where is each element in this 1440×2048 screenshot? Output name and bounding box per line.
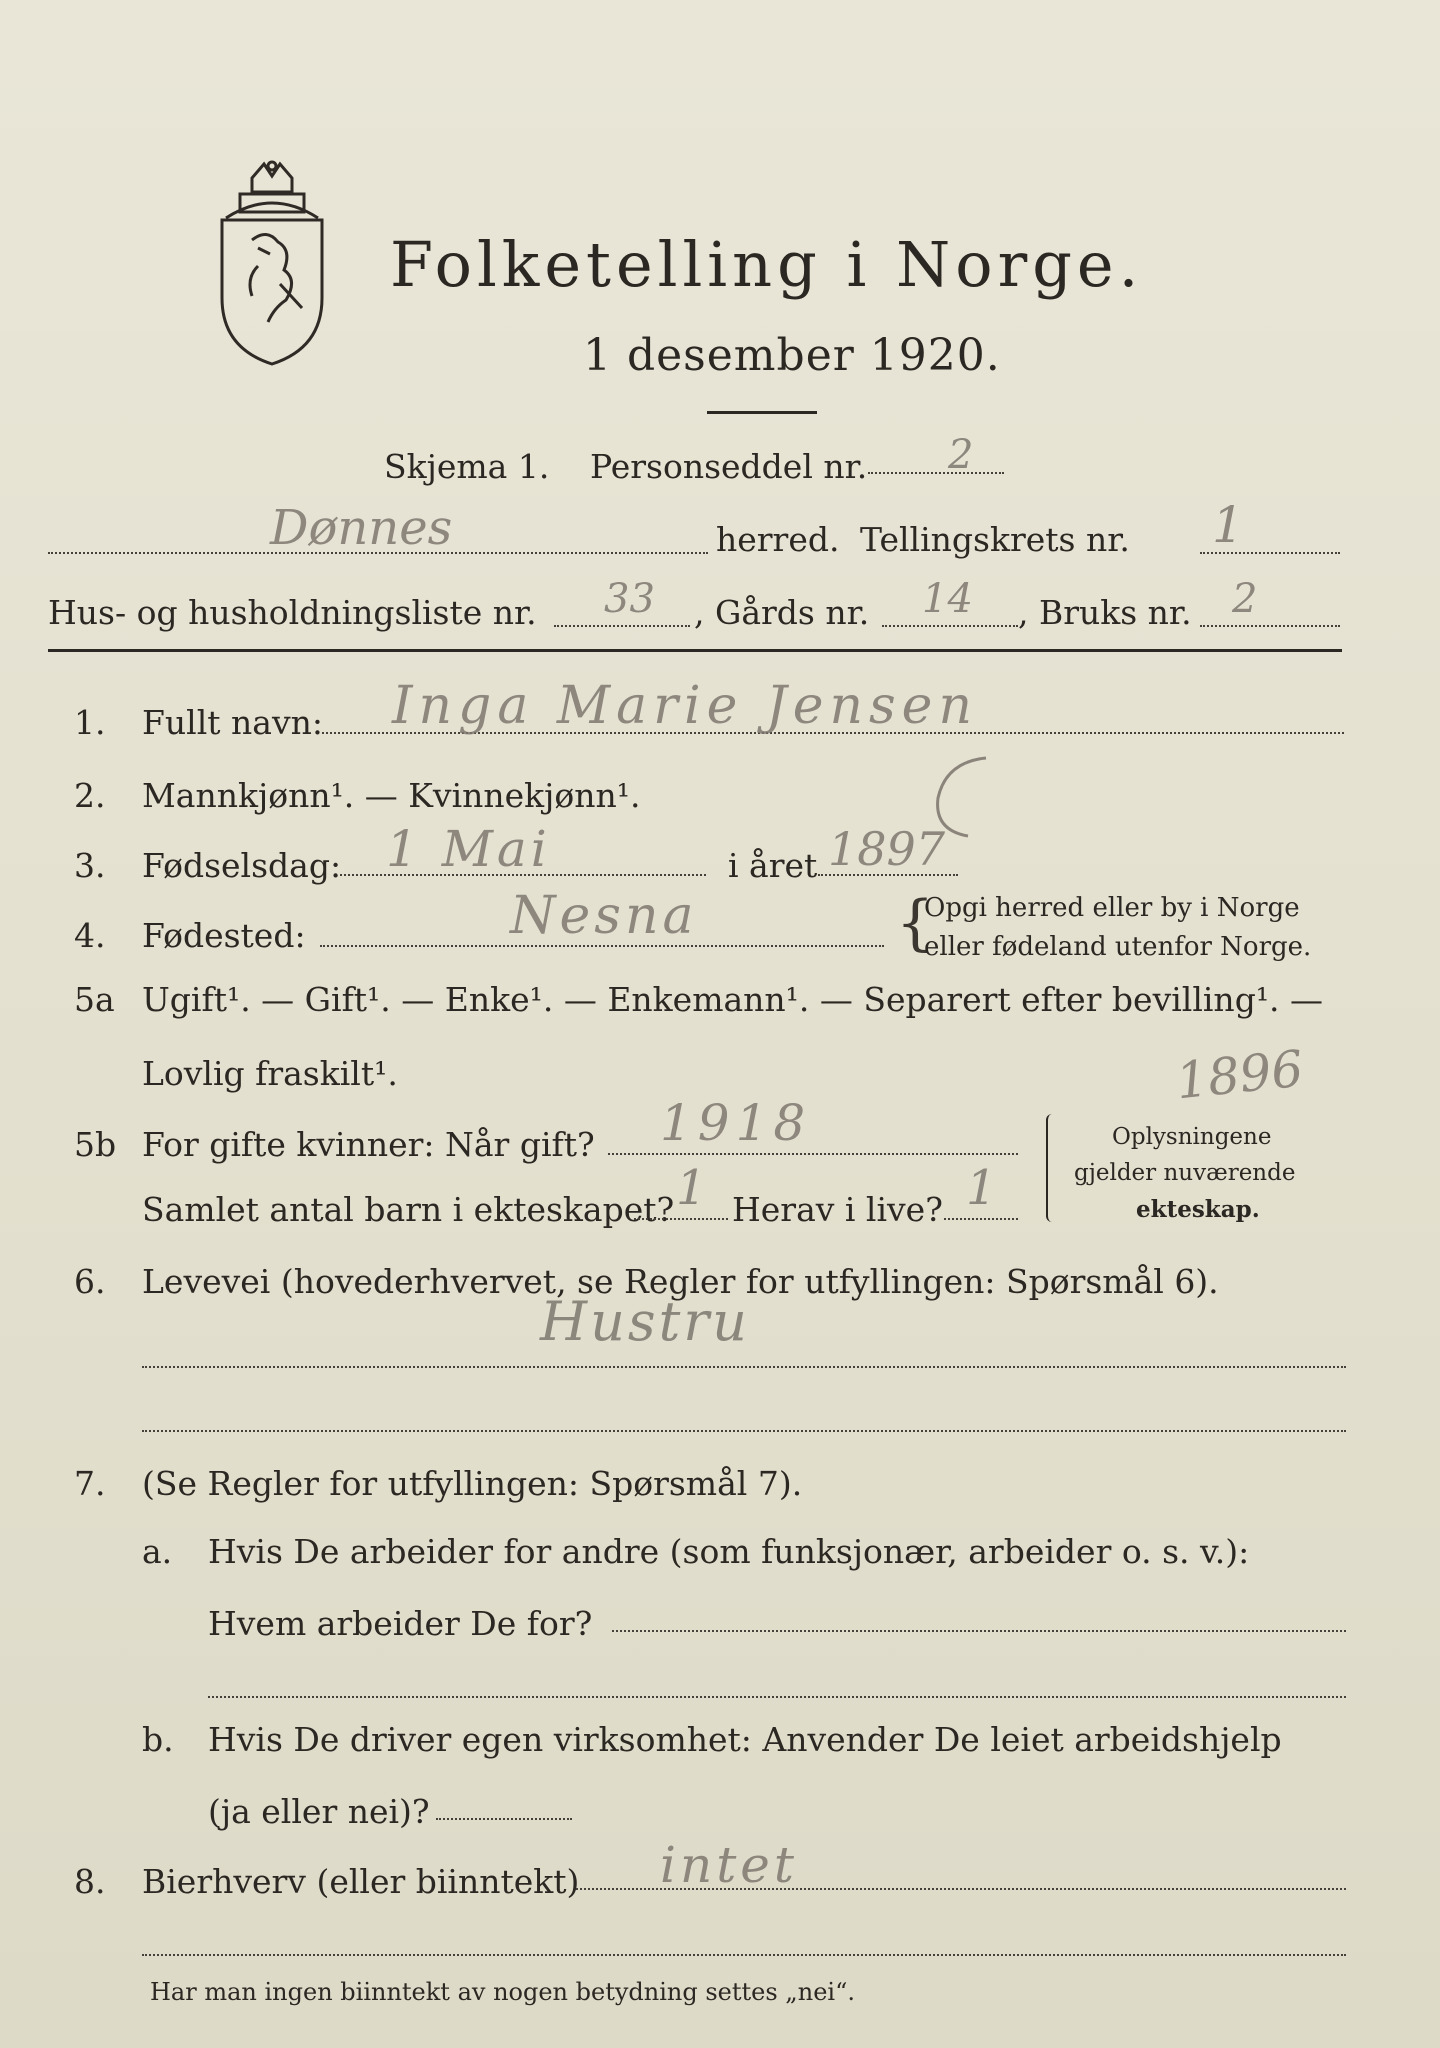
gards-value[interactable]: 14 [922,576,973,622]
q4-note-line1: Opgi herred eller by i Norge [924,893,1300,923]
q4-number: 4. [74,916,106,955]
q5a-number: 5a [74,980,115,1019]
q8-side-income-value[interactable]: intet [660,1836,798,1894]
q7a-line1: Hvis De arbeider for andre (som funksjonær, arbeider o. s. v.): [208,1532,1250,1571]
q5b-children-value[interactable]: 1 [676,1160,707,1216]
q5b-note-line1: Oplysningene [1112,1124,1272,1150]
q7a-field-line-2 [208,1696,1346,1698]
q4-note-brace: { [896,888,935,958]
footer-note: Har man ingen biinntekt av nogen betydning settes „nei“. [150,1978,855,2006]
tellingskrets-label: Tellingskrets nr. [860,520,1130,559]
q5b-note-bracket [1046,1114,1056,1222]
q1-number: 1. [74,703,106,742]
personseddel-value[interactable]: 2 [948,432,974,478]
q7-label: (Se Regler for utfyllingen: Spørsmål 7). [142,1464,803,1503]
bruks-field-line [1200,625,1340,627]
q3-number: 3. [74,846,106,885]
q3-year-label: i året [728,846,818,885]
q6-field-line-1 [142,1366,1346,1368]
q5b-note-line3: ekteskap. [1136,1196,1260,1223]
husliste-value[interactable]: 33 [604,576,655,622]
q3-year-value[interactable]: 1897 [828,822,946,876]
q4-label: Fødested: [142,916,306,955]
q8-number: 8. [74,1862,106,1901]
q5b-alive-label: Herav i live? [732,1190,943,1229]
q7a-letter: a. [142,1532,173,1571]
q8-label: Bierhverv (eller biinntekt) [142,1862,580,1901]
q4-note-line2: eller fødeland utenfor Norge. [924,932,1312,962]
q5b-married-label: For gifte kvinner: Når gift? [142,1125,595,1164]
q5b-number: 5b [74,1125,117,1164]
tellingskrets-value[interactable]: 1 [1212,496,1244,554]
q5b-alive-field-line [944,1218,1018,1220]
q4-birthplace-value[interactable]: Nesna [510,886,698,946]
q7a-line2: Hvem arbeider De for? [208,1604,593,1643]
q5a-margin-note: 1896 [1173,1039,1306,1111]
q6-field-line-2 [142,1430,1346,1432]
header-separator [48,649,1342,652]
q5b-children-field-line [634,1218,728,1220]
q5b-married-value[interactable]: 1918 [660,1094,812,1152]
q5b-married-field-line [608,1153,1018,1155]
husliste-label: Hus- og husholdningsliste nr. [48,593,537,632]
personseddel-label: Personseddel nr. [590,447,868,486]
q5b-note-line2: gjelder nuværende [1074,1160,1296,1186]
q7-number: 7. [74,1464,106,1503]
husliste-field-line [554,625,690,627]
q6-occupation-value[interactable]: Hustru [540,1290,750,1353]
q5a-divorced-option[interactable]: Lovlig fraskilt¹. [142,1054,398,1093]
q7b-line2: (ja eller nei)? [208,1792,430,1831]
form-title: Folketelling i Norge. [390,228,1144,301]
norwegian-coat-of-arms-icon [212,158,332,370]
herred-field-line [48,552,708,554]
q6-number: 6. [74,1262,106,1301]
q7a-field-line-1 [612,1630,1346,1632]
q7b-field-line [436,1818,572,1820]
q7b-letter: b. [142,1720,174,1759]
title-divider [707,411,817,414]
bruks-label: , Bruks nr. [1018,593,1192,632]
q2-number: 2. [74,776,106,815]
q1-full-name-value[interactable]: Inga Marie Jensen [392,676,978,736]
bruks-value[interactable]: 2 [1232,576,1258,622]
herred-label: herred. [716,520,840,559]
q3-label: Fødselsdag: [142,846,342,885]
skjema-label: Skjema 1. [384,447,550,486]
gards-label: , Gårds nr. [694,593,870,632]
q5b-alive-value[interactable]: 1 [966,1160,997,1216]
q5b-children-label: Samlet antal barn i ekteskapet? [142,1190,675,1229]
q7b-line1: Hvis De driver egen virksomhet: Anvender De leiet arbeidshjelp [208,1720,1282,1759]
q3-birthday-value[interactable]: 1 Mai [386,820,551,878]
q6-label: Levevei (hovederhvervet, se Regler for utfyllingen: Spørsmål 6). [142,1262,1219,1301]
personseddel-field-line [868,472,1004,474]
q2-gender-options[interactable]: Mannkjønn¹. — Kvinnekjønn¹. [142,776,641,815]
q5a-marital-options[interactable]: Ugift¹. — Gift¹. — Enke¹. — Enkemann¹. — Separert efter bevilling¹. — [142,980,1324,1019]
gards-field-line [882,625,1018,627]
herred-value[interactable]: Dønnes [270,500,453,556]
q8-field-line-2 [142,1954,1346,1956]
q1-label: Fullt navn: [142,703,323,742]
census-date: 1 desember 1920. [583,330,1001,381]
